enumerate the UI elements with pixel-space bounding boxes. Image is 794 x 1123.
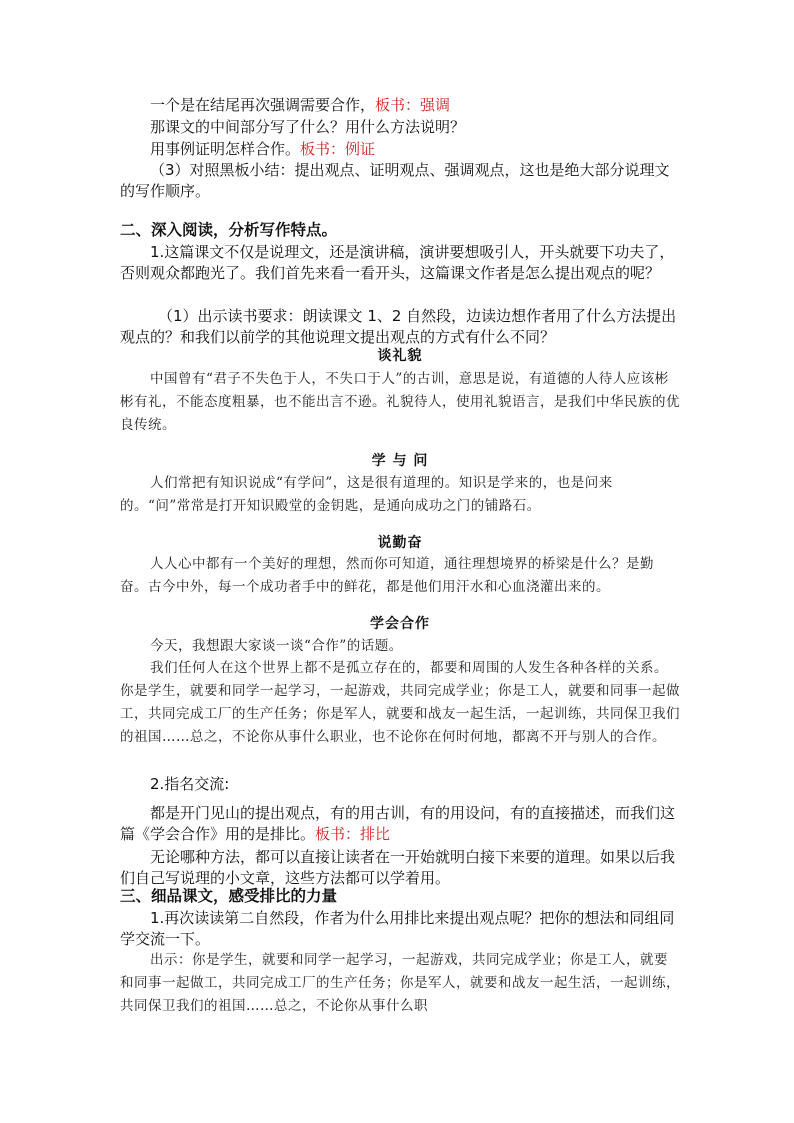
paragraph-summary: （3）对照黑板小结：提出观点、证明观点、强调观点，这也是绝大部分说理文的写作顺序。 (120, 161, 670, 200)
paragraph-middle-question: 那课文的中间部分写了什么？用什么方法说明？ (150, 118, 466, 136)
paragraph-opening-analysis: 1.这篇课文不仅是说理文，还是演讲稿，演讲要想吸引人，开头就要下功夫了，否则观众都跑光了。我们首先来看一看开头，这篇课文作者是怎么提出观点的呢？ (120, 243, 675, 282)
excerpt-body-learning: 人们常把有知识说成“有学问”，这是很有道理的。知识是学来的，也是问来的。“问”常常是打开知识殿堂的金钥匙，是通向成功之门的铺路石。 (120, 475, 613, 514)
paragraph-discussion: 2.指名交流: (150, 775, 230, 793)
paragraph-opening-methods (120, 803, 680, 845)
excerpt-body-cooperation-2: 我们任何人在这个世界上都不是孤立存在的，都要和周围的人发生各种各样的关系。你是学生，就要和同学一起学习，一起游戏，共同完成学业；你是工人，就要和同事一起做工，共同完成工厂的生产任务；你是军人，就要和战友一起生活，一起训练，共同保卫我们的祖国……总之，不论你从事什么职业，也不论你在何时何地，都离不开与别人的合作。 (120, 660, 680, 745)
paragraph-example-proof (120, 139, 680, 160)
board-note-parallelism: 板书：排比 (315, 825, 391, 843)
excerpt-body-diligence: 人人心中都有一个美好的理想，然而你可知道，通往理想境界的桥梁是什么？是勤奋。古今中外，每一个成功者手中的鲜花，都是他们用汗水和心血浇灌出来的。 (120, 556, 654, 595)
paragraph-text: 一个是在结尾再次强调需要合作， (150, 96, 376, 114)
excerpt-body-politeness: 中国曾有“君子不失色于人，不失口于人”的古训，意思是说，有道德的人待人应该彬彬有礼，不能态度粗暴，也不能出言不逊。礼貌待人，使用礼貌语言，是我们中华民族的优良传统。 (120, 371, 680, 433)
excerpt-body-cooperation-1: 今天，我想跟大家谈一谈“合作”的话题。 (150, 638, 403, 654)
section-heading-3: 三、细品课文，感受排比的力量 (120, 887, 338, 905)
board-note-emphasis: 板书：强调 (375, 96, 451, 114)
excerpt-title-diligence: 说勤奋 (377, 535, 423, 551)
excerpt-title-cooperation: 学会合作 (370, 616, 430, 632)
section-heading-2: 二、深入阅读，分析写作特点。 (120, 221, 338, 239)
excerpt-title-politeness: 谈礼貌 (377, 348, 423, 364)
paragraph-parallelism-question: 1.再次读读第二自然段，作者为什么用排比来提出观点呢？把你的想法和同组同学交流一下。 (120, 909, 675, 948)
paragraph-conclusion-emphasis (120, 95, 680, 116)
board-note-example: 板书：例证 (300, 140, 376, 158)
paragraph-method-usage: 无论哪种方法，都可以直接让读者在一开始就明白接下来要的道理。如果以后我们自己写说理的小文章，这些方法都可以学着用。 (120, 848, 676, 887)
paragraph-text: 都是开门见山的提出观点，有的用古训，有的用设问，有的直接描述，而我们这篇《学会合作》用的是排比。 (120, 804, 676, 843)
paragraph-reading-requirement: （1）出示读书要求：朗读课文 1、2 自然段，边读边想作者用了什么方法提出观点的？和我们以前学的其他说理文提出观点的方式有什么不同？ (120, 307, 677, 346)
paragraph-text: 用事例证明怎样合作。 (150, 140, 301, 158)
quote-parallelism: 出示：你是学生，就要和同学一起学习，一起游戏，共同完成学业；你是工人，就要和同事一起做工，共同完成工厂的生产任务；你是军人，就要和战友一起生活，一起训练，共同保卫我们的祖国……总之，不论你从事什么职 (120, 952, 680, 1014)
excerpt-title-learning: 学 与 问 (371, 453, 429, 469)
